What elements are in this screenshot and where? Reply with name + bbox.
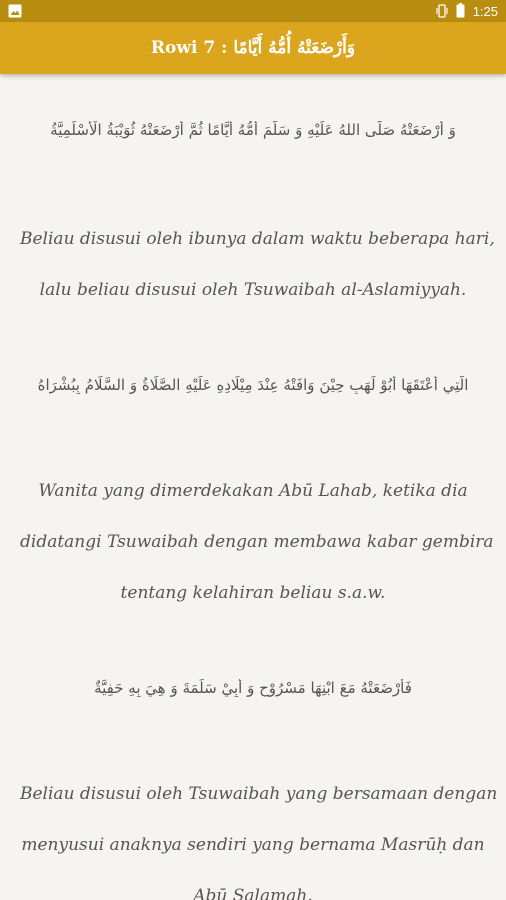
- battery-icon: [456, 3, 465, 21]
- status-bar: [0, 0, 506, 22]
- arabic-verse-3: فَأَرْضَعَتْهُ مَعَ ابْنِهَا مَسْرُوْحٍ وَ أَبِيْ سَلَمَةَ وَ هِيَ بِهِ حَفِيَّةٌ: [94, 679, 412, 697]
- translation-3: [20, 769, 498, 900]
- arabic-verse-2: الَّتِي أَعْتَقَهَا أَبُوْ لَهَبٍ حِيْنَ وَافَتْهُ عِنْدَ مِيْلَادِهِ عَلَيْهِ الصَّلَاةُ وَ السَّلَامُ بِبُشْرَاهُ: [37, 376, 469, 394]
- translation-2: [20, 466, 494, 619]
- content-scroll-area[interactable]: [0, 74, 506, 900]
- translation-line: Beliau disusui oleh Tsuwaibah yang bersamaan dengan: [20, 784, 498, 804]
- vibrate-icon: [436, 4, 448, 21]
- translation-line: Beliau disusui oleh ibunya dalam waktu beberapa hari,: [20, 229, 495, 249]
- image-icon: [8, 4, 22, 18]
- translation-line: didatangi Tsuwaibah dengan membawa kabar gembira: [20, 532, 494, 552]
- app-bar: [0, 22, 506, 74]
- translation-line: menyusui anaknya sendiri yang bernama Masrūḥ dan: [21, 835, 485, 855]
- translation-line: tentang kelahiran beliau s.a.w.: [120, 583, 386, 603]
- status-icons: [436, 3, 498, 21]
- arabic-verse-1: وَ أَرْضَعَتْهُ صَلَّى اللهُ عَلَيْهِ وَ سَلَّمَ أُمُّهُ أَيَّامًا ثُمَّ أَرْضَعَتْهُ ثُوَيْبَةُ الْأَسْلَمِيَّةُ: [50, 121, 456, 139]
- translation-line: lalu beliau disusui oleh Tsuwaibah al-Aslamiyyah.: [39, 280, 467, 300]
- translation-line: Abū Salamah.: [193, 886, 313, 900]
- translation-1: [20, 214, 495, 316]
- status-time: 1:25: [472, 4, 498, 19]
- translation-line: Wanita yang dimerdekakan Abū Lahab, ketika dia: [38, 481, 468, 501]
- page-title: Rowi 7 : وَأَرْضَعَتْهُ أُمُّهُ أَيَّامًا: [150, 38, 356, 58]
